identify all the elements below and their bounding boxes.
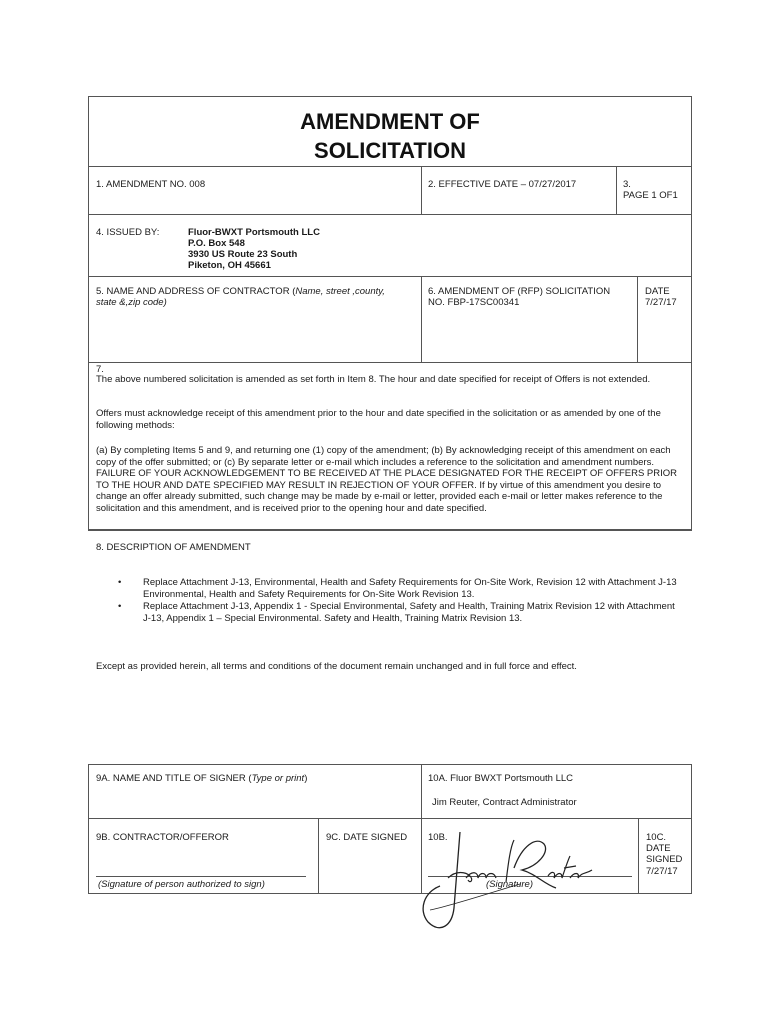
contractor-label-text: 5. NAME AND ADDRESS OF CONTRACTOR ( — [96, 286, 296, 297]
date-signed-10c-line1: 10C. — [646, 832, 667, 843]
contractor-label-line2: state &,zip code) — [96, 297, 167, 308]
item7-paragraph-1 — [96, 374, 686, 386]
row1-top-rule — [88, 166, 692, 167]
contractor-signature-caption: (Signature of person authorized to sign) — [98, 879, 265, 890]
amendment-of-label: 6. AMENDMENT OF (RFP) SOLICITATION — [428, 286, 611, 297]
row1-divider-a — [421, 166, 422, 214]
row3-divider-a — [421, 276, 422, 362]
item7-paragraph-2 — [96, 408, 686, 431]
company-label-10a: 10A. Fluor BWXT Portsmouth LLC — [428, 773, 574, 784]
form-title-line2: SOLICITATION — [314, 138, 466, 163]
item7-change-notice: If by virtue of this amendment you desire to change an offer already submitted, such change may be made by e-mail or letter, provided each e-mail or letter makes reference to the solicitation and this amendment, and is received prior to the opening hour and date specified. — [96, 479, 663, 514]
signature-10c-divider — [638, 818, 639, 894]
bullet-2-text: Replace Attachment J-13, Appendix 1 - Special Environmental, Safety and Health, Training Matrix Revision 12 with Attachment J-13, Appendix 1 – Special Environmental. Safety and Health, Training Matrix Revision 13. — [143, 601, 675, 624]
page-number-label: 3. — [623, 179, 631, 190]
amendment-number: 1. AMENDMENT NO. 008 — [96, 179, 206, 190]
handwritten-signature — [410, 826, 610, 936]
item7-paragraph-3 — [96, 445, 686, 514]
solicitation-number: NO. FBP-17SC00341 — [428, 297, 520, 308]
contractor-label-italic: Name, street ,county, — [295, 286, 385, 297]
bullet-2-glyph: • — [118, 601, 122, 612]
row4-top-rule — [88, 362, 692, 363]
issuer-line-4: Piketon, OH 45661 — [188, 260, 271, 271]
signer-name-label-text: 9A. NAME AND TITLE OF SIGNER ( — [96, 773, 252, 784]
row5-top-rule — [88, 530, 692, 531]
bullet-1-text: Replace Attachment J-13, Environmental, Health and Safety Requirements for On-Site Work, Revision 12 with Attachment J-13 Environmental, Health and Safety Requirements for On-Site Work Revision 13. — [143, 577, 677, 600]
item7-paragraph-2-text: Offers must acknowledge receipt of this amendment prior to the hour and date specified in the solicitation or as amended by one of the following methods: — [96, 408, 661, 431]
signature-row-rule — [88, 818, 692, 819]
signer-name-title: Jim Reuter, Contract Administrator — [432, 797, 577, 808]
item7-number: 7. — [96, 364, 104, 375]
date-signed-10c-line3: SIGNED — [646, 854, 683, 865]
issuer-line-1: Fluor-BWXT Portsmouth LLC — [188, 227, 320, 238]
signer-name-label-italic: Type or print — [251, 773, 305, 784]
date-signed-10c-line2: DATE — [646, 843, 671, 854]
amendment-date-label: DATE — [645, 286, 670, 297]
date-signed-label-9c: 9C. DATE SIGNED — [326, 832, 408, 843]
item7-failure-notice: FAILURE OF YOUR ACKNOWLEDGEMENT TO BE RECEIVED AT THE PLACE DESIGNATED FOR THE RECEIPT OF OFFERS PRIOR TO THE HOUR AND DATE SPECIFIED MAY RESULT IN REJECTION OF YOUR OFFER. — [96, 468, 678, 491]
issued-by-label: 4. ISSUED BY: — [96, 227, 160, 238]
row3-divider-b — [637, 276, 638, 362]
form-title-line1: AMENDMENT OF — [300, 109, 480, 134]
signature-9c-divider — [318, 818, 319, 894]
signer-name-label — [96, 773, 307, 784]
signer-name-label-close: ) — [304, 773, 308, 784]
closing-statement: Except as provided herein, all terms and conditions of the document remain unchanged and in full force and effect. — [96, 661, 577, 672]
row1-divider-b — [616, 166, 617, 214]
effective-date: 2. EFFECTIVE DATE – 07/27/2017 — [428, 179, 577, 190]
issuer-line-3: 3930 US Route 23 South — [188, 249, 298, 260]
signature-label-10b: 10B. — [428, 832, 448, 843]
fbp-signature-caption: (Signature) — [486, 879, 533, 890]
item7-methods: (a) By completing Items 5 and 9, and returning one (1) copy of the amendment; (b) By acknowledging receipt of this amendment on each copy of the offer submitted; or (c) By separate letter or e-mail which includes a reference to the solicitation and amendment numbers. — [96, 445, 671, 468]
date-signed-value: 7/27/17 — [646, 866, 678, 877]
row2-top-rule — [88, 214, 692, 215]
contractor-offeror-label: 9B. CONTRACTOR/OFFEROR — [96, 832, 229, 843]
item7-paragraph-1-text: The above numbered solicitation is amended as set forth in Item 8. The hour and date specified for receipt of Offers is not extended. — [96, 374, 651, 385]
row3-top-rule — [88, 276, 692, 277]
page-of: PAGE 1 OF1 — [623, 190, 678, 201]
contractor-signature-line — [96, 876, 306, 877]
bullet-1-glyph: • — [118, 577, 122, 588]
description-label: 8. DESCRIPTION OF AMENDMENT — [96, 542, 251, 553]
contractor-label — [96, 286, 385, 297]
amendment-date-value: 7/27/17 — [645, 297, 677, 308]
issuer-line-2: P.O. Box 548 — [188, 238, 245, 249]
